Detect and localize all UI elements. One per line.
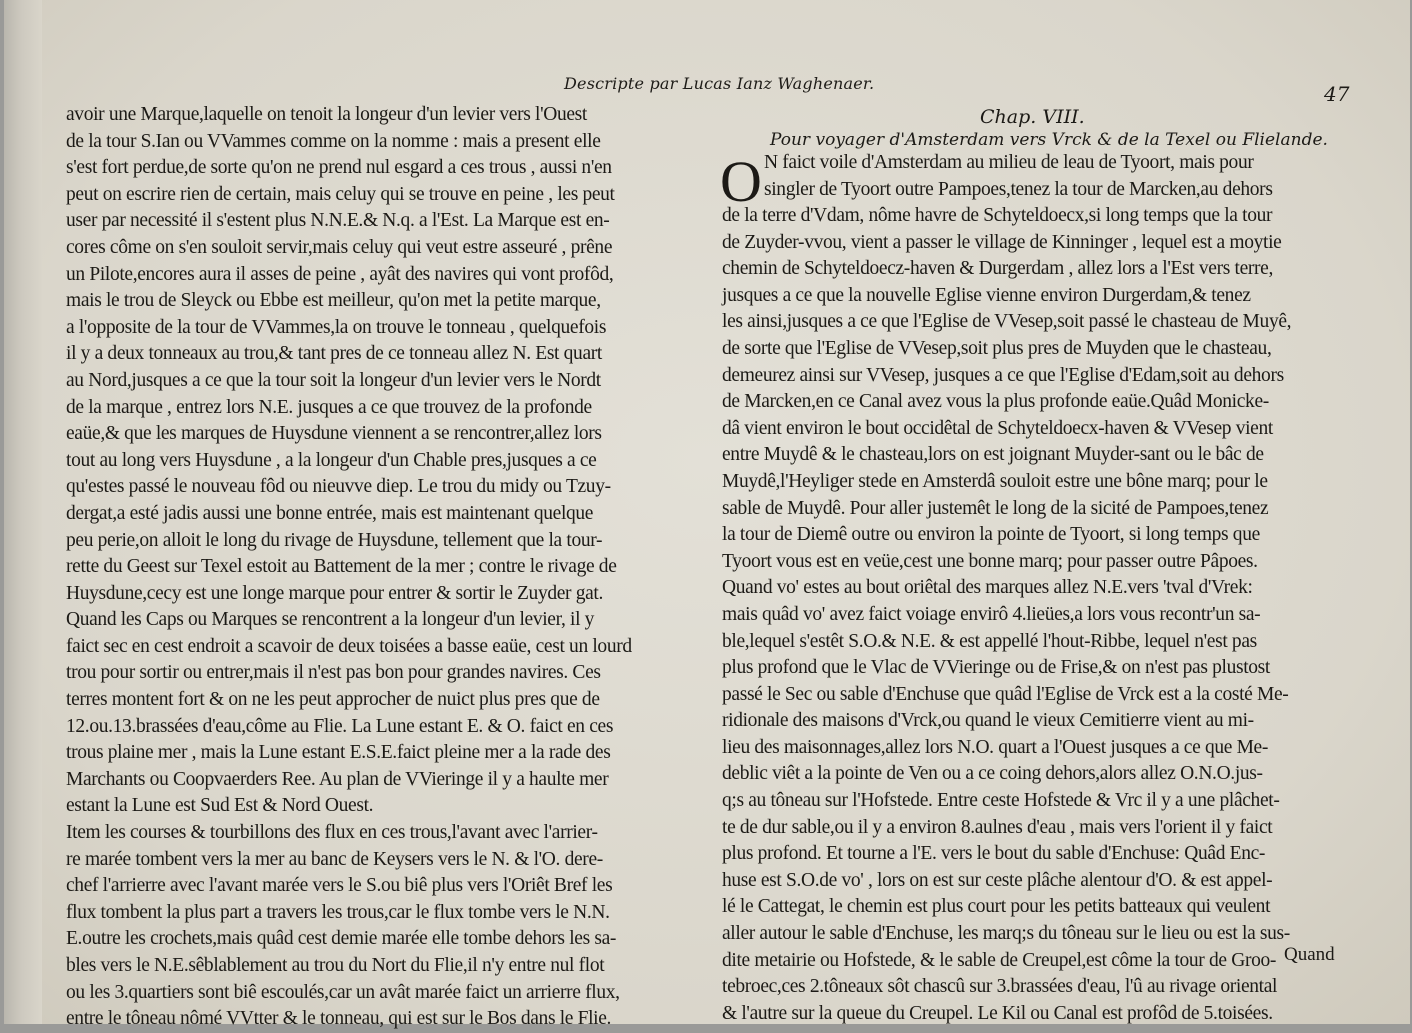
- text-line: Item les courses & tourbillons des flux en ces trous,l'avant avec l'arrier-: [66, 822, 598, 844]
- chapter-title: Chap. VIII.: [980, 106, 1085, 128]
- text-line: au Nord,jusques a ce que la tour soit la longeur d'un levier vers le Nordt: [66, 369, 601, 391]
- text-line: qu'estes passé le nouveau fôd ou nieuvve diep. Le trou du midy ou Tzuy-: [66, 476, 611, 498]
- text-line: lieu des maisonnages,allez lors N.O. quart a l'Ouest jusques a ce que Me-: [722, 736, 1269, 758]
- text-line: ridionale des maisons d'Vrck,ou quand le vieux Cemitierre vient au mi-: [722, 710, 1254, 732]
- text-line: estant la Lune est Sud Est & Nord Ouest.: [66, 795, 374, 817]
- text-line: q;s au tôneau sur l'Hofstede. Entre ceste Hofstede & Vrc il y a une plâchet-: [722, 790, 1280, 812]
- text-line: & l'autre sur la queue du Creupel. Le Kil ou Canal est profôd de 5.toisées.: [722, 1002, 1273, 1024]
- right-text-column: [722, 203, 1291, 1027]
- text-line: aller autour le sable d'Enchuse, les marq;s du tôneau sur le lieu ou est la sus-: [722, 923, 1290, 945]
- text-line: la tour de Diemê outre ou environ la pointe de Tyoort, si long temps que: [722, 524, 1260, 546]
- text-line: 12.ou.13.brassées d'eau,côme au Flie. La Lune estant E. & O. faict en ces: [66, 715, 614, 737]
- text-line: Quand vo' estes au bout oriêtal des marques allez N.E.vers 'tval d'Vrek:: [722, 577, 1253, 599]
- text-line: lé le Cattegat, le chemin est plus court pour les petits batteaux qui veulent: [722, 896, 1271, 918]
- text-line: entre Muydê & le chasteau,lors on est joignant Muyder-sant ou le bâc de: [722, 444, 1264, 466]
- text-line: mais le trou de Sleyck ou Ebbe est meilleur, qu'on met la petite marque,: [66, 290, 601, 312]
- text-line: E.outre les crochets,mais quâd cest demie marée elle tombe dehors les sa-: [66, 928, 617, 950]
- chapter-subtitle: Pour voyager d'Amsterdam vers Vrck & de la Texel ou Flielande.: [770, 130, 1328, 150]
- text-line: s'est fort perdue,de sorte qu'on ne prend nul esgard a ces trous , aussi n'en: [66, 157, 612, 179]
- text-line: Tyoort vous est en veüe,cest une bonne marq; pour passer outre Pâpoes.: [722, 550, 1258, 572]
- text-line: sable de Muydê. Pour aller justemêt le long de la sicité de Pampoes,tenez: [722, 497, 1269, 519]
- text-line: user par necessité il s'estent plus N.N.E.& N.q. a l'Est. La Marque est en-: [66, 210, 610, 232]
- text-line: tebroec,ces 2.tôneaux sôt chascû sur 3.brassées d'eau, l'û au rivage oriental: [722, 976, 1278, 998]
- text-line: ble,lequel s'estêt S.O.& N.E. & est appellé l'hout-Ribbe, lequel n'est pas: [722, 630, 1257, 652]
- text-line: avoir une Marque,laquelle on tenoit la longeur d'un levier vers l'Ouest: [66, 104, 587, 125]
- text-line: de Marcken,en ce Canal avez vous la plus profonde eaüe.Quâd Monicke-: [722, 391, 1269, 413]
- text-line: Muydê,l'Heyliger stede en Amsterdâ souloit estre une bône marq; pour le: [722, 470, 1268, 492]
- drop-capital: O: [720, 149, 762, 214]
- text-line: trou pour sortir ou entrer,mais il n'est pas bon pour grandes navires. Ces: [66, 662, 601, 684]
- text-line: N faict voile d'Amsterdam au milieu de leau de Tyoort, mais pour: [764, 152, 1254, 173]
- book-page: [4, 0, 1410, 1030]
- text-line: te de dur sable,ou il y a environ 8.aulnes d'eau , mais vers l'orient il y faict: [722, 816, 1273, 838]
- text-line: terres montent fort & on ne les peut approcher de nuict plus pres que de: [66, 689, 600, 711]
- text-line: plus profond que le Vlac de VVieringe ou de Frise,& on n'est pas plustost: [722, 657, 1270, 679]
- text-line: Marchants ou Coopvaerders Ree. Au plan de VVieringe il y a haulte mer: [66, 768, 609, 790]
- page-number: 47: [1324, 82, 1350, 106]
- text-line: huse est S.O.de vo' , lors on est sur ceste plâche alentour d'O. & est appel-: [722, 869, 1273, 891]
- text-line: rette du Geest sur Texel estoit au Battement de la mer ; contre le rivage de: [66, 556, 617, 578]
- text-line: de sorte que l'Eglise de VVesep,soit plus pres de Muyden que le chasteau,: [722, 337, 1272, 359]
- text-line: chef l'arrierre avec l'avant marée vers le S.ou biê plus vers l'Oriêt Bref les: [66, 875, 613, 897]
- page-gutter-shadow: [4, 0, 42, 1024]
- text-line: de la terre d'Vdam, nôme havre de Schyteldoecx,si long temps que la tour: [722, 205, 1273, 226]
- text-line: dite metairie ou Hofstede, & le sable de Creupel,est côme la tour de Groo-: [722, 949, 1277, 971]
- left-text-column: [66, 102, 706, 1033]
- right-column-opening-lines: [764, 150, 1273, 203]
- text-line: il y a deux tonneaux au trou,& tant pres de ce tonneau allez N. Est quart: [66, 343, 602, 365]
- text-line: dâ vient environ le bout occidêtal de Schyteldoecx-haven & VVesep vient: [722, 417, 1273, 439]
- text-line: eaüe,& que les marques de Huysdune viennent a se rencontrer,allez lors: [66, 423, 602, 445]
- text-line: peu perie,on alloit le long du rivage de Huysdune, tellement que la tour-: [66, 529, 603, 551]
- text-line: jusques a ce que la nouvelle Eglise vienne environ Durgerdam,& tenez: [722, 284, 1251, 306]
- text-line: flux tombent la plus part a travers les trous,car le flux tombe vers le N.N.: [66, 901, 610, 923]
- text-line: trous plaine mer , mais la Lune estant E.S.E.faict pleine mer a la rade des: [66, 742, 611, 764]
- text-line: entre le tôneau nômé VVtter & le tonneau, qui est sur le Bos dans le Flie.: [66, 1008, 612, 1030]
- text-line: Quand les Caps ou Marques se rencontrent a la longeur d'un levier, il y: [66, 609, 595, 631]
- text-line: plus profond. Et tourne a l'E. vers le bout du sable d'Enchuse: Quâd Enc-: [722, 843, 1266, 865]
- text-line: de la tour S.Ian ou VVammes comme on la nomme : mais a present elle: [66, 130, 601, 152]
- text-line: re marée tombent vers la mer au banc de Keysers vers le N. & l'O. dere-: [66, 848, 603, 870]
- text-line: Huysdune,cecy est une longe marque pour entrer & sortir le Zuyder gat.: [66, 582, 604, 604]
- text-line: bles vers le N.E.sêblablement au trou du Nort du Flie,il n'y entre nul flot: [66, 955, 605, 976]
- catchword: Quand: [1284, 944, 1335, 965]
- text-line: tout au long vers Huysdune , a la longeur d'un Chable pres,jusques a ce: [66, 449, 597, 471]
- text-line: mais quâd vo' avez faict voiage envirô 4.lieües,a lors vous recontr'un sa-: [722, 603, 1261, 625]
- text-line: deblic viêt a la pointe de Ven ou a ce coing dehors,alors allez O.N.O.jus-: [722, 763, 1263, 785]
- text-line: les ainsi,jusques a ce que l'Eglise de VVesep,soit passé le chasteau de Muyê,: [722, 311, 1292, 333]
- text-line: dergat,a esté jadis aussi une bonne entrée, mais est maintenant quelque: [66, 502, 594, 524]
- running-head: Descripte par Lucas Ianz Waghenaer.: [564, 74, 875, 93]
- text-line: singler de Tyoort outre Pampoes,tenez la tour de Marcken,au dehors: [764, 178, 1273, 200]
- text-line: demeurez ainsi sur VVesep, jusques a ce que l'Eglise d'Edam,soit au dehors: [722, 364, 1284, 386]
- text-line: de Zuyder-vvou, vient a passer le village de Kinninger , lequel est a moytie: [722, 231, 1282, 253]
- text-line: un Pilote,encores aura il asses de peine , ayât des navires qui vont profôd,: [66, 263, 614, 285]
- text-line: passé le Sec ou sable d'Enchuse que quâd l'Eglise de Vrck est a la costé Me-: [722, 683, 1289, 705]
- text-line: faict sec en cest endroit a scavoir de deux toisées a basse eaüe, cest un lourd: [66, 635, 632, 657]
- text-line: chemin de Schyteldoecz-haven & Durgerdam , allez lors a l'Est vers terre,: [722, 258, 1274, 280]
- text-line: cores côme on s'en souloit servir,mais celuy qui veut estre asseuré , prêne: [66, 236, 613, 258]
- text-line: ou les 3.quartiers sont biê escoulés,car un avât marée faict un arrierre flux,: [66, 981, 620, 1003]
- text-line: de la marque , entrez lors N.E. jusques a ce que trouvez de la profonde: [66, 396, 592, 418]
- text-line: a l'opposite de la tour de VVammes,la on trouve le tonneau , quelquefois: [66, 316, 607, 338]
- text-line: peut on escrire rien de certain, mais celuy qui se trouve en peine , les peut: [66, 183, 615, 205]
